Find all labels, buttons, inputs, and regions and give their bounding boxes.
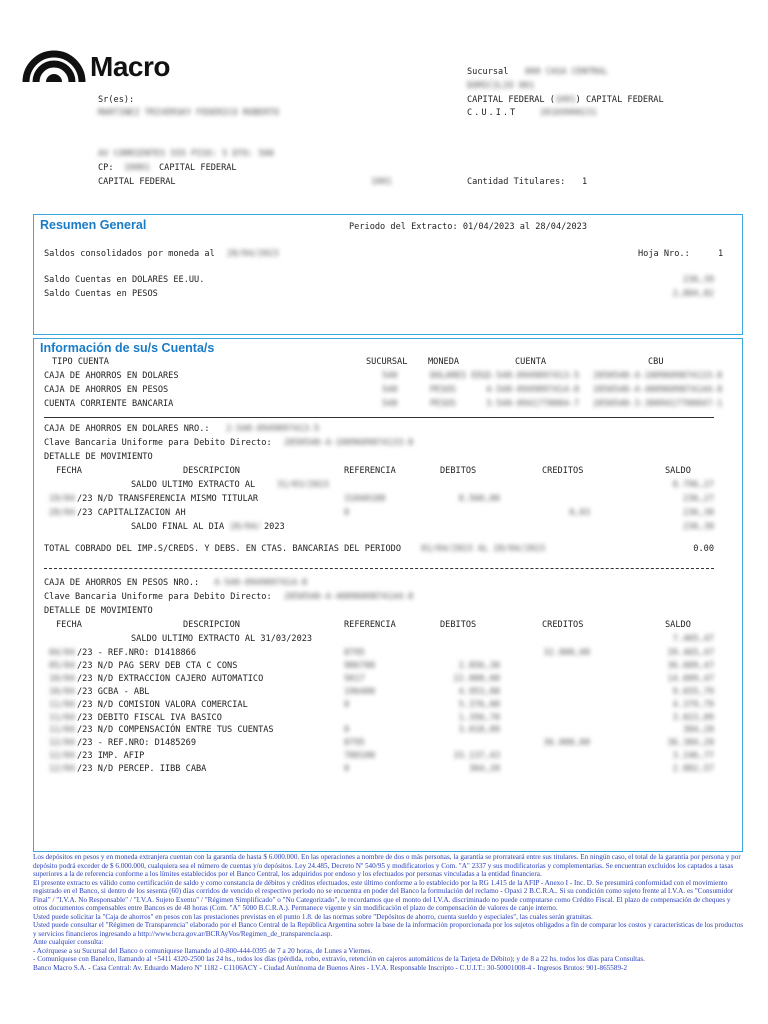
pesos-cbu-value: 2850540-4-4009609874144-8: [284, 592, 414, 602]
cuenta-sucursal: 540: [382, 371, 398, 381]
location-line: [467, 95, 664, 105]
brand-name: Macro: [90, 51, 170, 82]
saldo-final-year: 2023: [264, 522, 285, 532]
address: AV CORRIENTES 555 PISO: 5 DTO: 500: [98, 149, 274, 159]
mov-date: 11/04: [49, 725, 75, 736]
mov-desc: /23 N/D PAG SERV DEB CTA C CONS: [77, 660, 238, 671]
divider-dashed: [44, 568, 714, 569]
col-descripcion: DESCRIPCION: [183, 466, 240, 476]
saldo-ultimo-value: 8.796,27: [672, 480, 714, 490]
dolares-cbu-label: Clave Bancaria Uniforme para Debito Directo:: [44, 438, 272, 448]
saldo-final-value: 236,30: [682, 522, 714, 532]
cuenta-numero: 2-540-0949097413-5: [486, 371, 580, 381]
mov-ref: 8795: [344, 738, 365, 749]
resumen-row-value: 236,39: [682, 275, 714, 285]
city-code: 1001: [371, 177, 392, 187]
mov-cred: 32.000,00: [543, 648, 590, 658]
mov-date: 10/04: [49, 686, 75, 697]
mov-deb: 1.356,70: [458, 712, 500, 723]
mov-ref: 0: [344, 699, 350, 710]
dolares-detalle: DETALLE DE MOVIMIENTO: [44, 452, 153, 462]
pesos-account-label: CAJA DE AHORROS EN PESOS NRO.:: [44, 578, 200, 588]
saldos-label: Saldos consolidados por moneda al: [44, 249, 215, 259]
saldos-date: 28/04/2023: [227, 249, 279, 259]
sucursal-label: Sucursal: [467, 67, 509, 77]
mov-ref: 0: [344, 764, 350, 775]
titulares-label: Cantidad Titulares:: [467, 177, 566, 187]
col-creditos: CREDITOS: [542, 620, 584, 630]
dolares-account-value: 2-540-0949097413-5: [226, 424, 320, 434]
mov-desc: /23 N/D COMISION VALORA COMERCIAL: [77, 699, 248, 710]
footer-paragraph: Los depósitos en pesos y en moneda extranjera cuentan con la garantía de hasta $ 6.000.000. En las operaciones a nombre de dos o más personas, la garantía se prorrateará entre sus titulares. En ningún caso, el total de la garantía por persona y por depósito podrá exceder de $ 6.000.000, cualquiera sea el número de cuentas y/o depósitos. Ley 24.485, Decreto Nº 540/95 y modificatorios y Com. "A" 2337 y sus modificatorias y complementarias. Se encuentran excluidos los captados a tasas superiores a la de referencia conforme a los límites establecidos por el Banco Central, los adquiridos por endoso y los efectuados por personas vinculadas a la entidad financiera.: [33, 853, 741, 878]
cuit-value: 20169900231: [540, 108, 597, 118]
sucursal-value: 000 CASA CENTRAL: [525, 67, 608, 77]
mov-date: 12/04: [49, 764, 75, 775]
cuenta-numero: 3-540-0941770084-7: [486, 399, 580, 409]
col-sucursal: SUCURSAL: [366, 357, 408, 367]
total-period: 01/04/2023 AL 28/04/2023: [421, 544, 546, 554]
location-code: 1001: [554, 95, 576, 105]
mov-saldo: 39.465,47: [667, 648, 714, 658]
mov-desc: /23 N/D PERCEP. IIBB CABA: [77, 764, 207, 775]
mov-deb: 8.560,00: [458, 494, 500, 504]
location-right: ) CAPITAL FEDERAL: [575, 95, 664, 105]
resumen-row-label: Saldo Cuentas en DOLARES EE.UU.: [44, 275, 205, 285]
pesos-detalle: DETALLE DE MOVIMIENTO: [44, 606, 153, 616]
col-debitos: DEBITOS: [440, 620, 477, 630]
mov-date: 19/04: [49, 494, 75, 504]
mov-desc: /23 N/D EXTRACCION CAJERO AUTOMATICO: [77, 673, 264, 684]
col-cbu: CBU: [648, 357, 664, 367]
mov-deb: 33.137,43: [453, 751, 500, 762]
footer-paragraph: Ante cualquier consulta:: [33, 938, 104, 946]
saldo-ultimo-value: 7.465,47: [672, 634, 714, 644]
mov-saldo: 36.609,47: [667, 660, 714, 671]
mov-saldo: 4.379,79: [672, 699, 714, 710]
mov-ref: 8795: [344, 648, 365, 658]
brand-logo: [22, 50, 170, 84]
cuenta-tipo: CAJA DE AHORROS EN PESOS: [44, 385, 169, 395]
cuenta-moneda: PESOS: [430, 385, 456, 395]
footer-paragraph: Banco Macro S.A. - Casa Central: Av. Eduardo Madero Nº 1182 - C1106ACY - Ciudad Autónoma de Buenos Aires - I.V.A. Responsable Inscripto - C.U.I.T.: 30-50001008-4 - Ingresos Brutos: 901-865589-2: [33, 963, 628, 972]
footer-paragraph: - Acérquese a su Sucursal del Banco o comuníquese llamando al 0-800-444-0395 de 7 a 20 horas, de Lunes a Viernes.: [33, 946, 373, 955]
mov-saldo: 236,27: [682, 494, 714, 504]
cuenta-numero: 4-540-0949097414-8: [486, 385, 580, 395]
mov-saldo: 36.384,20: [667, 738, 714, 749]
mov-desc: /23 - REF.NRO: D1485269: [77, 738, 196, 749]
location-left: CAPITAL FEDERAL (: [467, 95, 555, 105]
cuenta-cbu: 2850540-4-4009609874144-8: [593, 385, 723, 395]
mov-ref: 780100: [344, 751, 376, 762]
cuit-label: C.U.I.T: [467, 108, 518, 118]
mov-saldo: 3.023,09: [672, 712, 714, 723]
col-fecha: FECHA: [56, 620, 82, 630]
col-cuenta: CUENTA: [515, 357, 547, 367]
mov-ref: 0: [344, 725, 350, 736]
pesos-cbu-label: Clave Bancaria Uniforme para Debito Directo:: [44, 592, 272, 602]
sucursal-line2: DOMICILIO 001: [467, 81, 535, 91]
mov-deb: 4.953,88: [458, 686, 500, 697]
sres-label: Sr(es):: [98, 95, 135, 105]
mov-date: 11/04: [49, 712, 75, 723]
mov-date: 05/04: [49, 660, 75, 671]
cuenta-tipo: CAJA DE AHORROS EN DOLARES: [44, 371, 179, 381]
col-referencia: REFERENCIA: [344, 466, 396, 476]
mov-ref: 0: [344, 508, 350, 518]
mov-desc: /23 CAPITALIZACION AH: [77, 508, 186, 518]
mov-date: 11/04: [49, 699, 75, 710]
col-tipo-cuenta: TIPO CUENTA: [52, 357, 109, 367]
hoja-label: Hoja Nro.:: [638, 249, 690, 259]
mov-deb: 5.376,00: [458, 699, 500, 710]
mov-deb: 3.018,89: [458, 725, 500, 736]
mov-saldo: 236,30: [682, 508, 714, 518]
sres-name: MARTINEZ TRIVERSKY FEDERICO ROBERTO: [98, 108, 280, 118]
col-fecha: FECHA: [56, 466, 82, 476]
col-moneda: MONEDA: [428, 357, 460, 367]
cuenta-moneda: DOLARES EEU: [430, 371, 487, 381]
mov-ref: 31040188: [344, 494, 386, 504]
footer-paragraph: - Comuníquese con Banelco, llamando al +5411 4320-2500 las 24 hs., todos los días (pérdida, robo, extravío, retención en cajeros automáticos de la Tarjeta de Débito); y de 8 a 22 hs. todos los días para Consultas.: [33, 955, 645, 963]
dolares-cbu-value: 2850540-4-1009609874133-8: [284, 438, 414, 448]
cuentas-title: Información de su/s Cuenta/s: [40, 341, 215, 355]
legal-footer: [33, 853, 745, 972]
col-saldo: SALDO: [665, 620, 691, 630]
mov-desc: /23 GCBA - ABL: [77, 686, 150, 697]
mov-desc: /23 N/D TRANSFERENCIA MISMO TITULAR: [77, 494, 259, 504]
resumen-title: Resumen General: [40, 218, 147, 232]
mov-date: 04/04: [49, 648, 75, 658]
saldo-ultimo-label: SALDO ULTIMO EXTRACTO AL 31/03/2023: [131, 634, 313, 644]
total-label: TOTAL COBRADO DEL IMP.S/CREDS. Y DEBS. EN CTAS. BANCARIAS DEL PERIODO: [44, 544, 401, 554]
mov-deb: 2.856,30: [458, 660, 500, 671]
mov-ref: 986780: [344, 660, 376, 671]
resumen-row-value: 2,884,82: [672, 289, 714, 299]
footer-paragraph: El presente extracto es válido como certificación de saldo y como constancia de débitos y créditos efectuados, este último conforme a lo establecido por la RG 1.415 de la AFIP - Anexo I - Inc. D. Se presumirá conformidad con el movimiento registrado en el Banco, si dentro de los sesenta (60) días corridos de vencido el respectivo período no se encuentra en poder del Banco la formulación del reclamo - Opaxi 2 B.C.R.A.. Si su condición como sujeto frente al I.V.A. es "Consumidor Final" / "I.V.A. No Responsable" / "I.V.A. Sujeto Exento" / "Régimen Simplificado" o "No Categorizado", le recordamos que el monto del I.V.A. discriminado no puede computarse como Crédito Fiscal. El plazo de compensación de cheques y otros documentos compensables entre Bancos es de 48 horas (Com. "A" 5000 B.C.R.A.). Permanece vigente y sin modificación el plazo de compensación de valores de canje interno.: [33, 878, 734, 912]
macro-logo-icon: [22, 50, 86, 84]
mov-desc: /23 DEBITO FISCAL IVA BASICO: [77, 712, 222, 723]
cp-city: CAPITAL FEDERAL: [159, 163, 237, 173]
col-referencia: REFERENCIA: [344, 620, 396, 630]
col-saldo: SALDO: [665, 466, 691, 476]
periodo: Periodo del Extracto: 01/04/2023 al 28/04/2023: [349, 222, 587, 232]
col-creditos: CREDITOS: [542, 466, 584, 476]
cp-value: 10001: [124, 163, 150, 173]
cp-label: CP:: [98, 163, 114, 173]
cuenta-tipo: CUENTA CORRIENTE BANCARIA: [44, 399, 174, 409]
saldo-final-label: SALDO FINAL AL DIA: [131, 522, 225, 532]
mov-saldo: 9.655,79: [672, 686, 714, 697]
footer-paragraph: Usted puede consultar el "Régimen de Transparencia" elaborado por el Banco Central de la República Argentina sobre la base de la información proporcionada por los sujetos obligados a fin de comparar los costos y características de los productos y servicios financieros ingresando a http://www.bcra.gov.ar/BCRAyVos/Regimen_de_transparencia.asp.: [33, 921, 744, 938]
mov-deb: 22.000,00: [453, 673, 500, 684]
cuenta-sucursal: 540: [382, 385, 398, 395]
col-descripcion: DESCRIPCION: [183, 620, 240, 630]
resumen-row-label: Saldo Cuentas en PESOS: [44, 289, 158, 299]
mov-desc: /23 IMP. AFIP: [77, 751, 145, 762]
pesos-account-value: 4-540-0949097414-8: [214, 578, 308, 588]
total-value: 0.00: [693, 544, 714, 554]
mov-date: 10/04: [49, 673, 75, 684]
mov-date: 28/04: [49, 508, 75, 518]
mov-saldo: 3.246,77: [672, 751, 714, 762]
cuenta-sucursal: 540: [382, 399, 398, 409]
mov-ref: 196400: [344, 686, 376, 697]
divider: [44, 417, 714, 418]
cuenta-cbu: 2850540-3-3009417700847-1: [593, 399, 723, 409]
mov-date: 12/04: [49, 751, 75, 762]
mov-desc: /23 N/D COMPENSACIÓN ENTRE TUS CUENTAS: [77, 725, 274, 736]
mov-ref: 5017: [344, 673, 365, 684]
saldo-final-day: 28/04/: [230, 522, 262, 532]
col-debitos: DEBITOS: [440, 466, 477, 476]
cuenta-cbu: 2850540-4-1009609874133-8: [593, 371, 723, 381]
mov-cred: 36.000,00: [543, 738, 590, 749]
mov-saldo: 14.609,47: [667, 673, 714, 684]
mov-date: 12/04: [49, 738, 75, 749]
mov-saldo: 384,20: [682, 725, 714, 736]
footer-paragraph: Usted puede solicitar la "Caja de ahorros" en pesos con las prestaciones previstas en el punto 1.8. de las normas sobre "Depósitos de ahorro, cuenta sueldo y especiales", las cuales serán gratuitas.: [33, 912, 593, 921]
dolares-account-label: CAJA DE AHORROS EN DOLARES NRO.:: [44, 424, 210, 434]
hoja-value: 1: [718, 249, 724, 259]
saldo-ultimo-label: SALDO ULTIMO EXTRACTO AL: [131, 480, 256, 490]
cuenta-moneda: PESOS: [430, 399, 456, 409]
mov-deb: 364,20: [468, 764, 500, 775]
city: CAPITAL FEDERAL: [98, 177, 176, 187]
saldo-ultimo-date: 31/03/2023: [277, 480, 329, 490]
mov-saldo: 2.882,57: [672, 764, 714, 775]
mov-cred: 0,03: [569, 508, 590, 518]
titulares-value: 1: [582, 177, 588, 187]
mov-desc: /23 - REF.NRO: D1418866: [77, 648, 196, 658]
